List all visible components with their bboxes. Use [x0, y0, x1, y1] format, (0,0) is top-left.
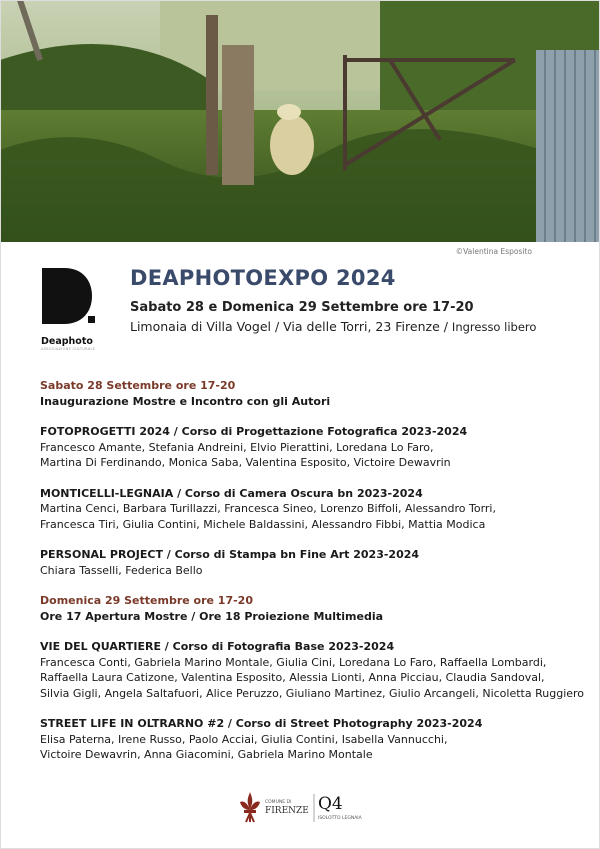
- event-place: [130, 319, 536, 334]
- beekeeper-field-photo: [0, 0, 600, 242]
- street-section: [40, 716, 580, 763]
- quartiere-names-2: Raffaella Laura Catizone, Valentina Esposito, Alessia Lionti, Anna Picciau, Claudia Sandoval,: [40, 671, 545, 684]
- program: [40, 378, 585, 763]
- fotoprogetti-names-1: Francesco Amante, Stefania Andreini, Elvio Pierattini, Loredana Lo Faro,: [40, 440, 434, 454]
- street-heading: STREET LIFE IN OLTRARNO #2 / Corso di Street Photography 2023-2024: [40, 717, 483, 730]
- q4-subtitle: ISOLOTTO LEGNAIA: [318, 816, 362, 821]
- fotoprogetti-names-2: Martina Di Ferdinando, Monica Saba, Valentina Esposito, Victoire Dewavrin: [40, 456, 451, 469]
- q4-logo: Q4: [318, 794, 343, 814]
- day1-event: Inaugurazione Mostre e Incontro con gli Autori: [40, 394, 331, 408]
- personal-names-1: Chiara Tasselli, Federica Bello: [40, 563, 203, 577]
- day2-section: [40, 593, 580, 624]
- quartiere-section: [40, 639, 585, 701]
- comune-label: COMUNE DI: [265, 800, 292, 805]
- firenze-label: FIRENZE: [265, 806, 309, 816]
- photo-credit: ©Valentina Esposito: [455, 247, 532, 256]
- event-venue: Limonaia di Villa Vogel / Via delle Torri, 23 Firenze /: [130, 319, 452, 334]
- day2-event: Ore 17 Apertura Mostre / Ore 18 Proiezione Multimedia: [40, 609, 384, 623]
- logo-tagline: ASSOCIAZIONE CULTURALE: [41, 347, 96, 351]
- sponsor-logos: [238, 788, 368, 828]
- event-entry: Ingresso libero: [451, 320, 537, 334]
- personal-section: [40, 547, 580, 578]
- fotoprogetti-heading: FOTOPROGETTI 2024 / Corso di Progettazione Fotografica 2023-2024: [40, 425, 468, 438]
- quartiere-heading: VIE DEL QUARTIERE / Corso di Fotografia Base 2023-2024: [40, 640, 395, 653]
- monticelli-names-2: Francesca Tiri, Giulia Contini, Michele Baldassini, Alessandro Fibbi, Mattia Modica: [40, 517, 486, 531]
- monticelli-section: [40, 486, 580, 533]
- deaphoto-logo: [40, 266, 100, 332]
- event-title: DEAPHOTOEXPO 2024: [130, 266, 396, 290]
- monticelli-heading: MONTICELLI-LEGNAIA / Corso di Camera Oscura bn 2023-2024: [40, 486, 423, 500]
- logo-name: Deaphoto: [41, 336, 93, 347]
- header-photo: [0, 0, 600, 242]
- event-dates: Sabato 28 e Domenica 29 Settembre ore 17-20: [130, 300, 474, 315]
- personal-heading: PERSONAL PROJECT / Corso di Stampa bn Fine Art 2023-2024: [40, 548, 420, 561]
- day1-section: [40, 378, 580, 409]
- quartiere-names-1: Francesca Conti, Gabriela Marino Montale, Giulia Cini, Loredana Lo Faro, Raffaella Lombardi,: [40, 655, 547, 669]
- street-names-2: Victoire Dewavrin, Anna Giacomini, Gabriela Marino Montale: [40, 748, 373, 761]
- street-names-1: Elisa Paterna, Irene Russo, Paolo Acciai, Giulia Contini, Isabella Vannucchi,: [40, 732, 448, 746]
- day1-heading: Sabato 28 Settembre ore 17-20: [40, 379, 236, 392]
- monticelli-names-1: Martina Cenci, Barbara Turillazzi, Francesca Sineo, Lorenzo Biffoli, Alessandro Torri,: [40, 502, 496, 515]
- fotoprogetti-section: [40, 424, 580, 471]
- deaphoto-logo-icon: [40, 266, 96, 328]
- quartiere-names-3: Silvia Gigli, Angela Saltafuori, Alice Peruzzo, Giuliano Martinez, Giulio Arcangeli, Nicoletta Ruggiero: [40, 686, 585, 700]
- day2-heading: Domenica 29 Settembre ore 17-20: [40, 594, 253, 607]
